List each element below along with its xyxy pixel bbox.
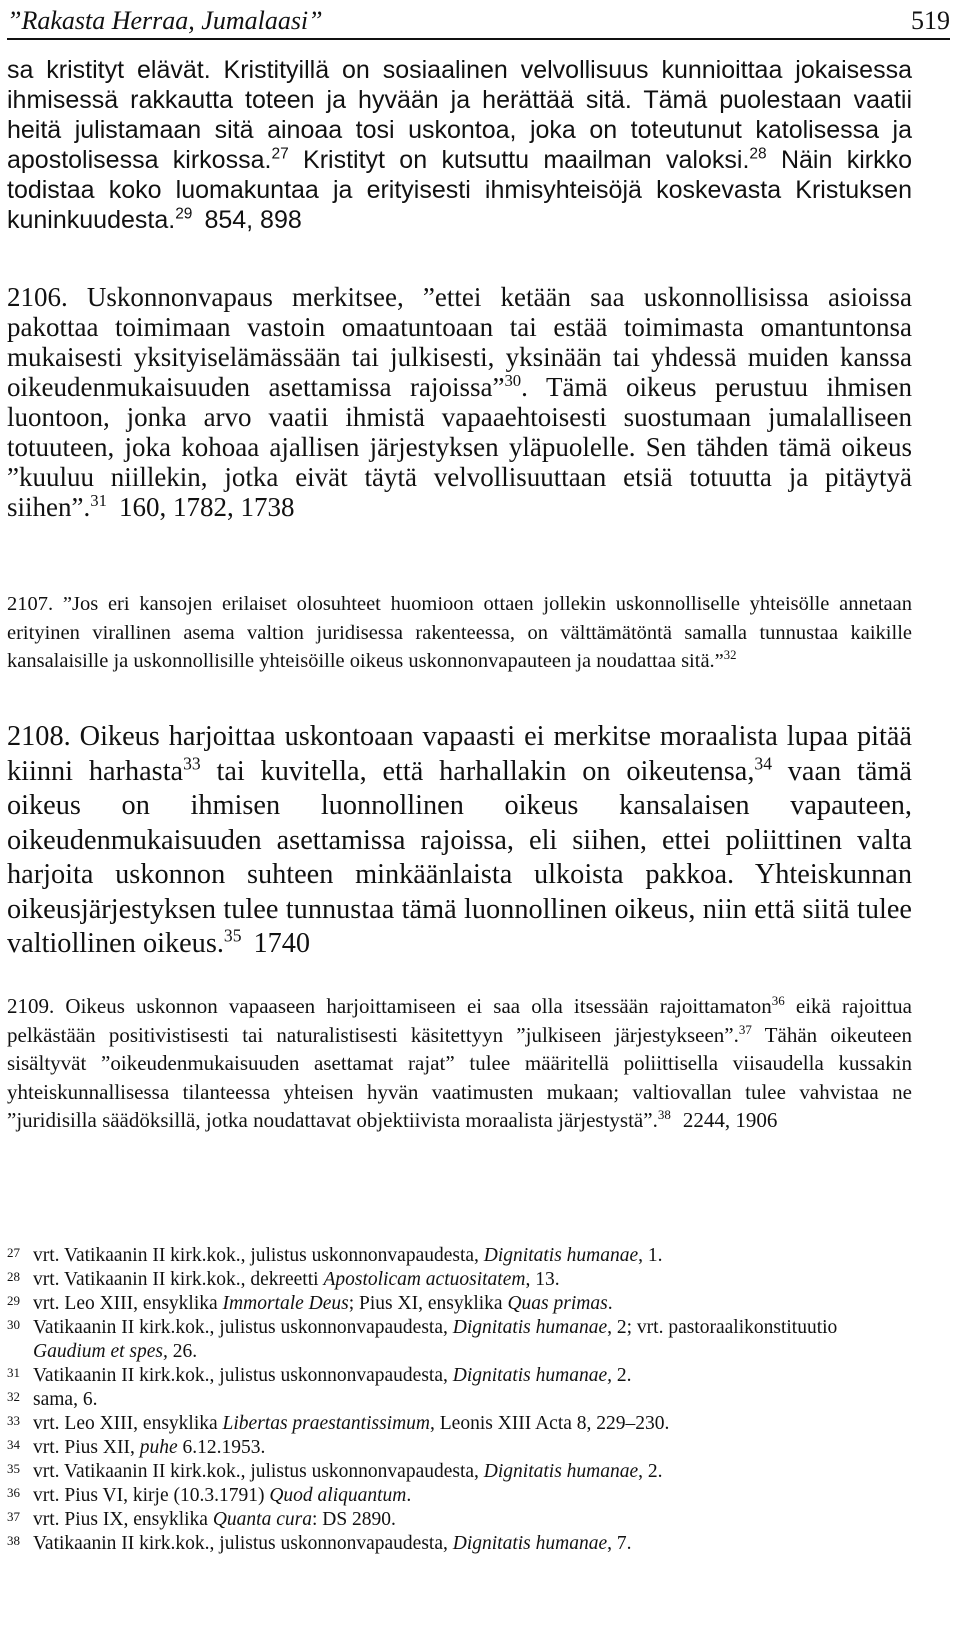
footnote	[7, 1484, 912, 1508]
footnote-number: 34	[7, 1437, 20, 1452]
footnote-number: 31	[7, 1365, 20, 1380]
main-text	[7, 55, 912, 1135]
running-title: ”Rakasta Herraa, Jumalaasi”	[7, 6, 323, 35]
footnote-number: 30	[7, 1317, 20, 1332]
footnote-number: 35	[7, 1461, 20, 1476]
footnote-number: 29	[7, 1293, 20, 1308]
footnote-text: vrt. Pius VI, kirje (10.3.1791) Quod aliquantum.	[33, 1485, 412, 1506]
footnote-text: Vatikaanin II kirk.kok., julistus uskonnonvapaudesta, Dignitatis humanae, 2.	[33, 1365, 632, 1386]
page-number: 519	[911, 6, 950, 35]
footnote-number: 33	[7, 1413, 20, 1428]
footnote-number: 28	[7, 1269, 20, 1284]
footnote	[7, 1436, 912, 1460]
paragraph-2106: 2106. Uskonnonvapaus merkitsee, ”ettei ketään saa uskonnollisissa asioissa pakottaa toimimaan vastoin omaatuntoaan tai estää toimimasta omantuntonsa mukaisesti yksityiselämässään tai julkisesti, yksinään tai yhdessä muiden kanssa oikeudenmukaisuuden asettamissa rajoissa”$^{30}$. Tämä oikeus perustuu ihmisen luontoon, jonka arvo vaatii ihmistä vapaaehtoisesti suostumaan jumalalliseen totuuteen, joka kohoaa ajallisen järjestyksen yläpuolelle. Sen tähden tämä oikeus ”kuuluu niillekin, jotka eivät täytä velvollisuuttaan etsiä totuutta ja pitäytyä siihen”.$^{31}$ 160, 1782, 1738	[7, 282, 912, 522]
footnote-number: 36	[7, 1485, 20, 1500]
footnote-text: Vatikaanin II kirk.kok., julistus uskonnonvapaudesta, Dignitatis humanae, 2; vrt. pastoraalikonstituutio Gaudium et spes, 26.	[33, 1317, 838, 1362]
footnote-text: vrt. Leo XIII, ensyklika Immortale Deus; Pius XI, ensyklika Quas primas.	[33, 1293, 613, 1314]
cross-reference: 160, 1782, 1738	[118, 492, 295, 522]
footnote-text: sama, 6.	[33, 1389, 98, 1410]
cross-reference: 2244, 1906	[682, 1108, 778, 1132]
cross-reference: 1740	[253, 928, 311, 959]
footnote-number: 37	[7, 1509, 20, 1524]
footnote	[7, 1364, 912, 1388]
footnote	[7, 1508, 912, 1532]
paragraph-2109: 2109. Oikeus uskonnon vapaaseen harjoittamiseen ei saa olla itsessään rajoittamaton$^{36}$ eikä rajoittua pelkästään positivistisesti tai naturalistisesti käsitettyyn ”julkiseen järjestykseen”.$^{37}$ Tähän oikeuteen sisältyvät ”oikeudenmukaisuuden asettamat rajat” tulee määritellä poliittisella viisaudella kussakin yhteiskunnallisessa tilanteessa yhteisen hyvän vaatimusten mukaan; valtiovallan tulee vahvistaa ne ”juridisilla säädöksillä, jotka noudattavat objektiivista moraalista järjestystä”.$^{38}$ 2244, 1906	[7, 993, 912, 1132]
footnote	[7, 1412, 912, 1436]
footnote-text: vrt. Vatikaanin II kirk.kok., julistus uskonnonvapaudesta, Dignitatis humanae, 2.	[33, 1461, 663, 1482]
footnote	[7, 1292, 912, 1316]
paragraph-continuation: sa kristityt elävät. Kristityillä on sosiaalinen velvollisuus kunnioittaa jokaisessa ihmisessä rakkautta toteen ja hyvään ja herättää sitä. Tämä puolestaan vaatii heitä julistamaan sitä ainoaa tosi uskontoa, joka on toteutunut katolisessa ja apostolisessa kirkossa.$^{27}$ Kristityt on kutsuttu maailman valoksi.$^{28}$ Näin kirkko todistaa koko luomakuntaa ja erityisesti ihmisyhteisöjä koskevasta Kristuksen kuninkuudesta.$^{29}$ 854, 898	[7, 56, 912, 234]
footnote	[7, 1532, 912, 1556]
footnote	[7, 1388, 912, 1412]
footnote-number: 32	[7, 1389, 20, 1404]
running-header	[7, 2, 950, 40]
footnotes	[7, 1244, 912, 1556]
footnote-text: vrt. Leo XIII, ensyklika Libertas praestantissimum, Leonis XIII Acta 8, 229–230.	[33, 1413, 670, 1434]
footnote	[7, 1316, 912, 1364]
footnote-text: Vatikaanin II kirk.kok., julistus uskonnonvapaudesta, Dignitatis humanae, 7.	[33, 1533, 632, 1554]
cross-reference: 854, 898	[204, 206, 302, 234]
footnote-text: vrt. Pius IX, ensyklika Quanta cura: DS 2890.	[33, 1509, 396, 1530]
footnote-number: 27	[7, 1245, 20, 1260]
footnote-text: vrt. Vatikaanin II kirk.kok., dekreetti Apostolicam actuositatem, 13.	[33, 1269, 560, 1290]
paragraph-2107: 2107. ”Jos eri kansojen erilaiset olosuhteet huomioon ottaen jollekin uskonnolliselle yhteisölle annetaan erityinen virallinen asema valtion juridisessa rakenteessa, on välttämätöntä samalla tunnustaa kaikille kansalaisille ja uskonnollisille yhteisöille oikeus uskonnonvapauteen ja noudattaa sitä.”$^{32}$	[7, 593, 912, 672]
footnote-number: 38	[7, 1533, 20, 1548]
footnote	[7, 1244, 912, 1268]
footnote	[7, 1268, 912, 1292]
footnote-text: vrt. Vatikaanin II kirk.kok., julistus uskonnonvapaudesta, Dignitatis humanae, 1.	[33, 1245, 663, 1266]
paragraph-2108: 2108. Oikeus harjoittaa uskontoaan vapaasti ei merkitse moraalista lupaa pitää kiinni harhasta$^{33}$ tai kuvitella, että harhallakin on oikeutensa,$^{34}$ vaan tämä oikeus on ihmisen luonnollinen oikeus kansalaisen vapauteen, oikeudenmukaisuuden asettamissa rajoissa, eli siihen, ettei poliittinen valta harjoita uskonnon suhteen minkäänlaista ulkoista pakkoa. Yhteiskunnan oikeusjärjestyksen tulee tunnustaa tämä luonnollinen oikeus, niin että siitä tulee valtiollinen oikeus.$^{35}$ 1740	[7, 721, 912, 959]
footnote	[7, 1460, 912, 1484]
footnote-text: vrt. Pius XII, puhe 6.12.1953.	[33, 1437, 266, 1458]
